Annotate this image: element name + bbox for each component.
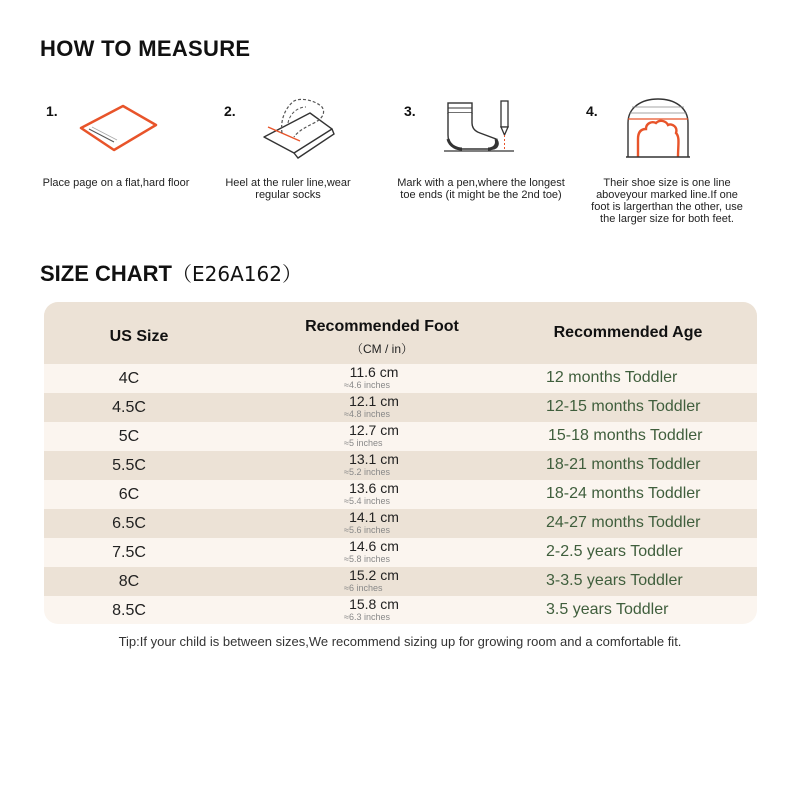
us-size-cell: 8C	[118, 573, 140, 590]
foot-cm-cell: 14.1 cm	[349, 509, 399, 525]
header-foot-unit: （CM / in）	[350, 342, 413, 356]
foot-inches-cell: ≈6.3 inches	[344, 612, 390, 622]
table-row	[44, 393, 757, 422]
foot-inches-cell: ≈5 inches	[344, 438, 383, 448]
us-size-cell: 5.5C	[112, 457, 146, 474]
how-to-measure-title: HOW TO MEASURE	[40, 36, 251, 61]
step-number: 3.	[404, 103, 416, 119]
paper-on-floor-icon	[76, 95, 162, 161]
us-size-cell: 6C	[118, 486, 140, 503]
table-row	[44, 567, 757, 596]
foot-outline-lines-icon	[622, 95, 694, 165]
header-recommended-foot	[282, 318, 482, 357]
us-size-cell: 6.5C	[112, 515, 146, 532]
measure-steps	[0, 95, 800, 245]
table-row	[44, 596, 757, 624]
foot-inches-cell: ≈5.6 inches	[344, 525, 390, 535]
foot-inches-cell: ≈4.8 inches	[344, 409, 390, 419]
age-cell: 2-2.5 years Toddler	[546, 543, 683, 560]
table-row	[44, 480, 757, 509]
foot-inches-cell: ≈5.8 inches	[344, 554, 390, 564]
age-cell: 18-21 months Toddler	[546, 456, 701, 473]
size-chart-title	[40, 258, 302, 287]
header-us-size: US Size	[109, 328, 169, 345]
table-row	[44, 364, 757, 393]
us-size-cell: 8.5C	[112, 602, 146, 619]
table-row	[44, 538, 757, 567]
foot-cm-cell: 13.1 cm	[349, 451, 399, 467]
foot-inches-cell: ≈6 inches	[344, 583, 383, 593]
foot-cm-cell: 15.2 cm	[349, 567, 399, 583]
step-number: 2.	[224, 103, 236, 119]
foot-inches-cell: ≈5.4 inches	[344, 496, 390, 506]
us-size-cell: 5C	[118, 428, 140, 445]
foot-cm-cell: 13.6 cm	[349, 480, 399, 496]
step-text: Their shoe size is one line aboveyour marked line.If one foot is largerthan the other, use the larger size for both feet.	[591, 177, 743, 225]
foot-cm-cell: 12.7 cm	[349, 422, 399, 438]
step-2	[224, 95, 404, 245]
table-row	[44, 509, 757, 538]
step-text: Place page on a flat,hard floor	[42, 177, 190, 189]
header-recommended-age: Recommended Age	[553, 324, 703, 341]
age-cell: 3.5 years Toddler	[546, 601, 669, 618]
header-foot-label: Recommended Foot	[305, 318, 459, 335]
size-chart-code: （E26A162）	[172, 262, 302, 286]
step-3	[397, 95, 584, 245]
foot-cm-cell: 15.8 cm	[349, 596, 399, 612]
step-text: Heel at the ruler line,wear regular socks	[225, 177, 351, 201]
foot-cm-cell: 14.6 cm	[349, 538, 399, 554]
step-4	[586, 95, 766, 245]
us-size-cell: 4.5C	[112, 399, 146, 416]
step-text: Mark with a pen,where the longest toe ends (it might be the 2nd toe)	[397, 177, 565, 201]
age-cell: 24-27 months Toddler	[546, 514, 701, 531]
age-cell: 15-18 months Toddler	[548, 427, 703, 444]
age-cell: 3-3.5 years Toddler	[546, 572, 683, 589]
age-cell: 18-24 months Toddler	[546, 485, 701, 502]
step-1	[42, 95, 226, 245]
sock-and-pen-icon	[440, 95, 520, 161]
size-chart-title-text: SIZE CHART	[40, 261, 172, 286]
age-cell: 12-15 months Toddler	[546, 398, 701, 415]
us-size-cell: 7.5C	[112, 544, 146, 561]
step-number: 4.	[586, 103, 598, 119]
size-chart-table	[44, 302, 757, 624]
foot-cm-cell: 12.1 cm	[349, 393, 399, 409]
sizing-tip: Tip:If your child is between sizes,We recommend sizing up for growing room and a comfortable fit.	[118, 634, 682, 649]
foot-inches-cell: ≈5.2 inches	[344, 467, 390, 477]
table-header	[44, 302, 757, 364]
table-row	[44, 451, 757, 480]
age-cell: 12 months Toddler	[546, 369, 678, 386]
us-size-cell: 4C	[118, 370, 140, 387]
table-row	[44, 422, 757, 451]
heel-on-ruler-icon	[260, 95, 340, 165]
foot-inches-cell: ≈4.6 inches	[344, 380, 390, 390]
step-number: 1.	[46, 103, 58, 119]
foot-cm-cell: 11.6 cm	[349, 364, 399, 380]
